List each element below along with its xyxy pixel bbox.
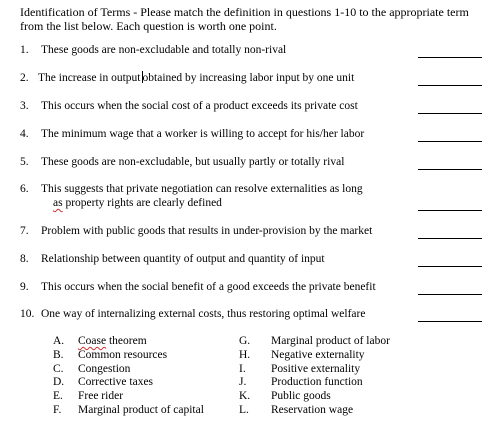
question-text: This occurs when the social cost of a product exceeds its private cost — [41, 100, 358, 112]
term-label: Common resources — [78, 349, 168, 361]
term-label: Marginal product of labor — [271, 335, 390, 347]
question-number: 9. — [20, 281, 29, 293]
term-letter: F. — [53, 404, 62, 416]
answer-blank-5[interactable] — [418, 169, 482, 170]
term-letter: L. — [239, 404, 249, 416]
term-label: Production function — [271, 376, 363, 388]
instructions: Identification of Terms - Please match the definition in questions 1-10 to the appropriate term from the list below. Each question is worth one point. — [20, 5, 469, 33]
term-letter: A. — [53, 335, 65, 347]
term-letter: G. — [239, 335, 251, 347]
question-number: 3. — [20, 100, 29, 112]
answer-blank-10[interactable] — [418, 321, 482, 322]
term-letter: K. — [239, 390, 251, 402]
question-number: 2. — [20, 72, 29, 84]
term-label: Congestion — [78, 363, 131, 375]
question-number: 8. — [20, 253, 29, 265]
question-number: 10. — [20, 308, 35, 320]
term-letter: E. — [53, 390, 63, 402]
question-text: These goods are non-excludable and totally non-rival — [41, 44, 287, 56]
question-text: These goods are non-excludable, but usually partly or totally rival — [41, 156, 345, 168]
question-number: 7. — [20, 225, 29, 237]
answer-blank-3[interactable] — [418, 113, 482, 114]
term-label: Reservation wage — [271, 404, 354, 416]
question-text-line2: as property rights are clearly defined — [53, 197, 222, 209]
answer-blank-8[interactable] — [418, 266, 482, 267]
question-number: 1. — [20, 44, 29, 56]
term-label: Corrective taxes — [78, 376, 154, 388]
answer-blank-9[interactable] — [418, 294, 482, 295]
term-label: Coase theorem — [78, 335, 147, 347]
term-label: Free rider — [78, 390, 124, 402]
question-text: The minimum wage that a worker is willing to accept for his/her labor — [41, 128, 365, 140]
question-text: One way of internalizing external costs, thus restoring optimal welfare — [41, 308, 366, 320]
term-letter: J. — [239, 376, 247, 388]
answer-blank-1[interactable] — [418, 57, 482, 58]
answer-blank-7[interactable] — [418, 238, 482, 239]
question-number: 4. — [20, 128, 29, 140]
term-letter: I. — [239, 363, 246, 375]
term-letter: H. — [239, 349, 251, 361]
term-label: Marginal product of capital — [78, 404, 204, 416]
spellcheck-underline: as — [53, 197, 63, 209]
question-text: Problem with public goods that results in under-provision by the market — [41, 225, 373, 237]
term-label: Negative externality — [271, 349, 365, 361]
question-text: This occurs when the social benefit of a good exceeds the private benefit — [41, 281, 376, 293]
answer-blank-4[interactable] — [418, 141, 482, 142]
term-letter: D. — [53, 376, 65, 388]
question-text: The increase in output obtained by increasing labor input by one unit — [38, 72, 355, 84]
term-letter: C. — [53, 363, 64, 375]
question-number: 6. — [20, 183, 29, 195]
spellcheck-underline: Coase — [78, 335, 107, 347]
question-text: This suggests that private negotiation can resolve externalities as long — [41, 183, 363, 195]
term-label: Public goods — [271, 390, 331, 402]
term-label: Positive externality — [271, 363, 361, 375]
question-number: 5. — [20, 156, 29, 168]
term-letter: B. — [53, 349, 64, 361]
answer-blank-6[interactable] — [418, 210, 482, 211]
question-text: Relationship between quantity of output and quantity of input — [41, 253, 325, 265]
answer-blank-2[interactable] — [418, 85, 482, 86]
